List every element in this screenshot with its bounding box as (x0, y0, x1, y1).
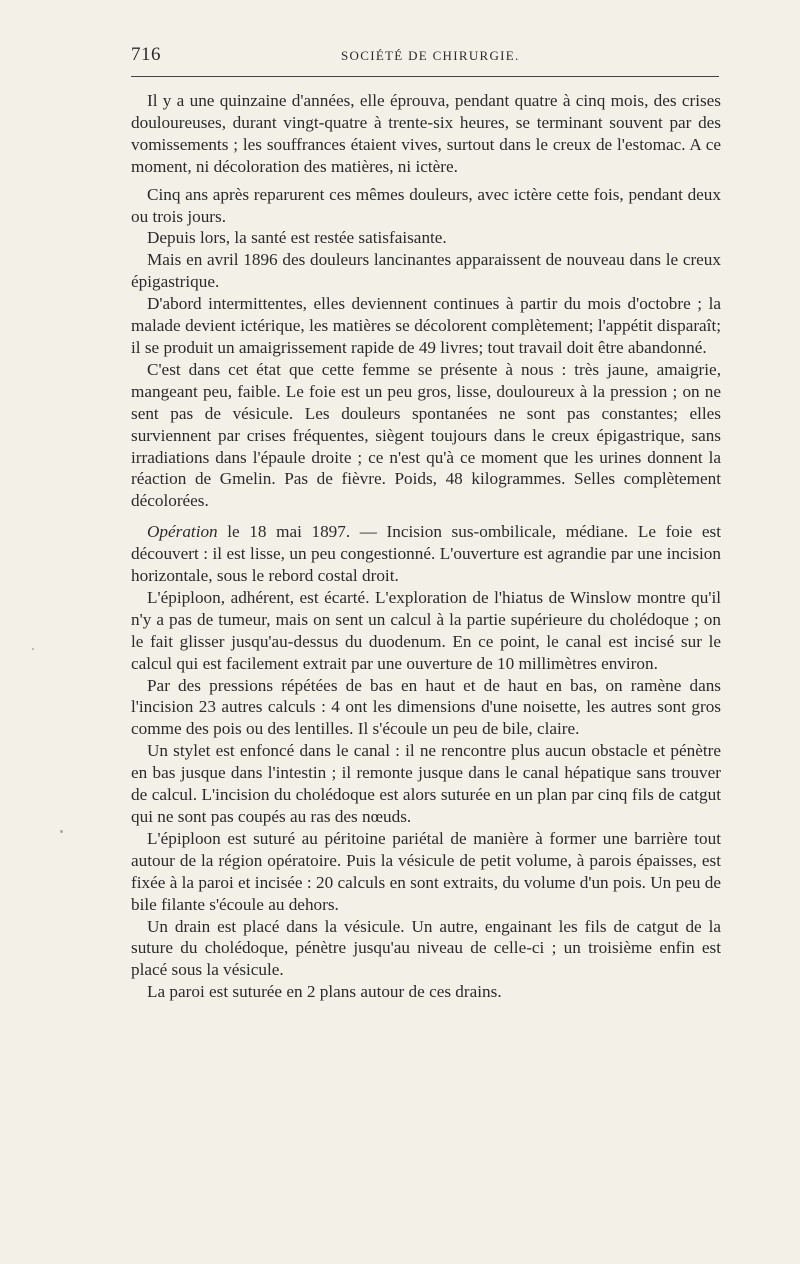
paragraph: Cinq ans après reparurent ces mêmes douleurs, avec ictère cette fois, pendant deux ou trois jours. (131, 184, 721, 226)
body-text (131, 90, 721, 1003)
running-title: SOCIÉTÉ DE CHIRURGIE. (341, 48, 520, 63)
paragraph: Un drain est placé dans la vésicule. Un autre, engainant les fils de catgut de la suture du cholédoque, pénètre jusqu'au niveau de celle-ci ; un troisième enfin est placé sous la vésicule. (131, 916, 721, 980)
operation-paragraph (131, 521, 721, 587)
operation-label: Opération (147, 522, 218, 542)
paragraph: Depuis lors, la santé est restée satisfaisante. (147, 228, 447, 248)
paragraph: Mais en avril 1896 des douleurs lancinantes apparaissent de nouveau dans le creux épigastrique. (131, 250, 721, 292)
operation-text: le 18 mai 1897. — Incision sus-ombilicale, médiane. Le foie est découvert : il est lisse, un peu congestionné. L'ouverture est agrandie par une incision horizontale, sous le rebord costal droit. (131, 522, 721, 586)
paper-speck (60, 830, 63, 833)
paragraph: La paroi est suturée en 2 plans autour de ces drains. (147, 982, 502, 1002)
paragraph: C'est dans cet état que cette femme se présente à nous : très jaune, amaigrie, mangeant peu, faible. Le foie est un peu gros, lisse, douloureux à la pression ; on ne sent pas de vésicule. Les douleurs spontanées ne sont pas constantes; elles surviennent par crises fréquentes, siègent toujours dans le creux épigastrique, sans irradiations dans l'épaule droite ; ce n'est qu'à ce moment que les urines donnent la réaction de Gmelin. Pas de fièvre. Poids, 48 kilogrammes. Selles complètement décolorées. (131, 359, 721, 511)
paragraph: Par des pressions répétées de bas en haut et de haut en bas, on ramène dans l'incision 23 autres calculs : 4 ont les dimensions d'une noisette, les autres sont gros comme des pois ou des lentilles. Il s'écoule un peu de bile, claire. (131, 675, 721, 739)
paragraph: L'épiploon est suturé au péritoine pariétal de manière à former une barrière tout autour de la région opératoire. Puis la vésicule de petit volume, à parois épaisses, est fixée à la paroi et incisée : 20 calculs en sont extraits, du volume d'un pois. Un peu de bile filante s'écoule au dehors. (131, 828, 721, 914)
header-rule (131, 76, 719, 77)
paragraph: D'abord intermittentes, elles deviennent continues à partir du mois d'octobre ; la malade devient ictérique, les matières se décolorent complètement; l'appétit disparaît; il se produit un amaigrissement rapide de 49 livres; tout travail doit être abandonné. (131, 294, 721, 357)
paragraph: Il y a une quinzaine d'années, elle éprouva, pendant quatre à cinq mois, des crises douloureuses, durant vingt-quatre à trente-six heures, se terminant souvent par des vomissements ; les souffrances étaient vives, surtout dans le creux de l'estomac. A ce moment, ni décoloration des matières, ni ictère. (131, 91, 721, 176)
paper-speck (32, 648, 34, 650)
paragraph: L'épiploon, adhérent, est écarté. L'exploration de l'hiatus de Winslow montre qu'il n'y a pas de tumeur, mais on sent un calcul à la partie supérieure du cholédoque ; on le fait glisser jusqu'au-dessus du duodenum. En ce point, le canal est incisé sur le calcul qui est facilement extrait par une ouverture de 10 millimètres environ. (131, 587, 721, 673)
page-header (131, 44, 719, 70)
paragraph: Un stylet est enfoncé dans le canal : il ne rencontre plus aucun obstacle et pénètre en bas jusque dans l'intestin ; il remonte jusque dans le canal hépatique sans trouver de calcul. L'incision du cholédoque est alors suturée en un plan par cinq fils de catgut qui ne sont pas coupés au ras des nœuds. (131, 741, 721, 826)
page-number: 716 (131, 44, 161, 65)
